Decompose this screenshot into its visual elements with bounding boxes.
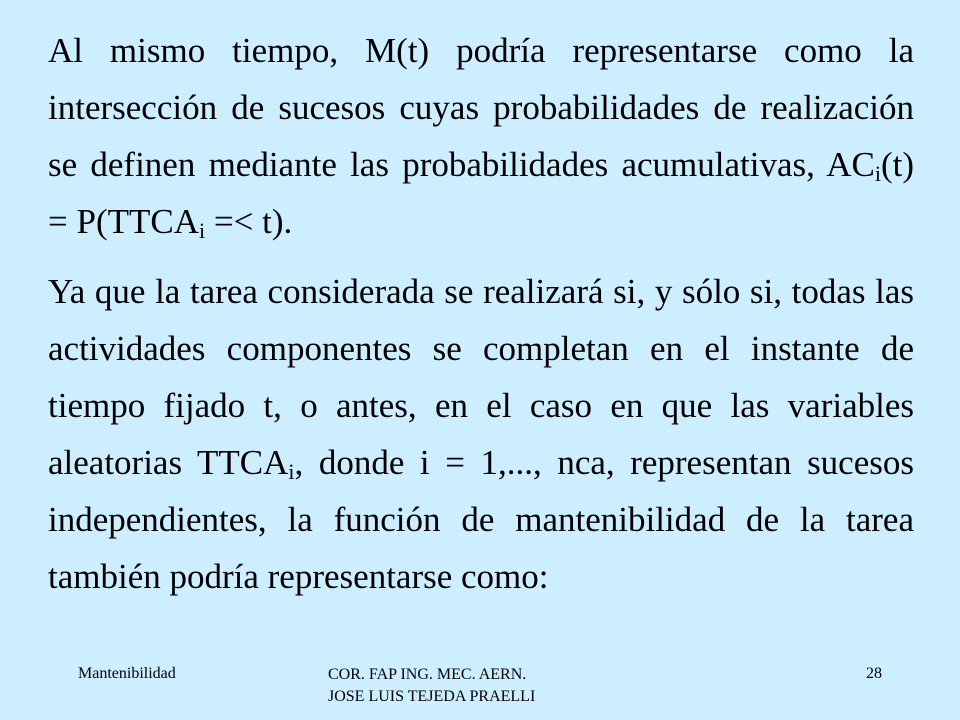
paragraph1-text-a: Al mismo tiempo, M(t) podría representarse como la intersección de sucesos cuyas probabilidades de realización se definen mediante las probabilidades acumulativas, AC <box>48 31 914 184</box>
paragraph-maintainability <box>48 263 914 605</box>
slide-content <box>48 22 914 605</box>
paragraph2-text-b: , donde i = 1,..., nca, representan sucesos independientes, la función de mantenibilidad de la tarea también podría representarse como: <box>48 443 914 596</box>
footer-author-line2: JOSE LUIS TEJEDA PRAELLI <box>328 688 536 705</box>
page-number: 28 <box>866 665 882 682</box>
paragraph2-text-a: Ya que la tarea considerada se realizará si, y sólo si, todas las actividades componentes se completan en el instante de tiempo fijado t, o antes, en el caso en que las variables aleatorias TTCA <box>48 272 914 482</box>
paragraph1-text-b: (t) = P(TTCA <box>48 145 914 241</box>
footer-topic: Mantenibilidad <box>78 665 176 682</box>
subscript-i: i <box>874 161 881 186</box>
paragraph1-text-c: =< t). <box>205 202 293 241</box>
paragraph-intersection <box>48 22 914 250</box>
footer-author-line1: COR. FAP ING. MEC. AERN. <box>328 666 527 683</box>
subscript-i: i <box>288 459 295 484</box>
subscript-i: i <box>199 218 206 243</box>
footer-author <box>328 664 638 708</box>
